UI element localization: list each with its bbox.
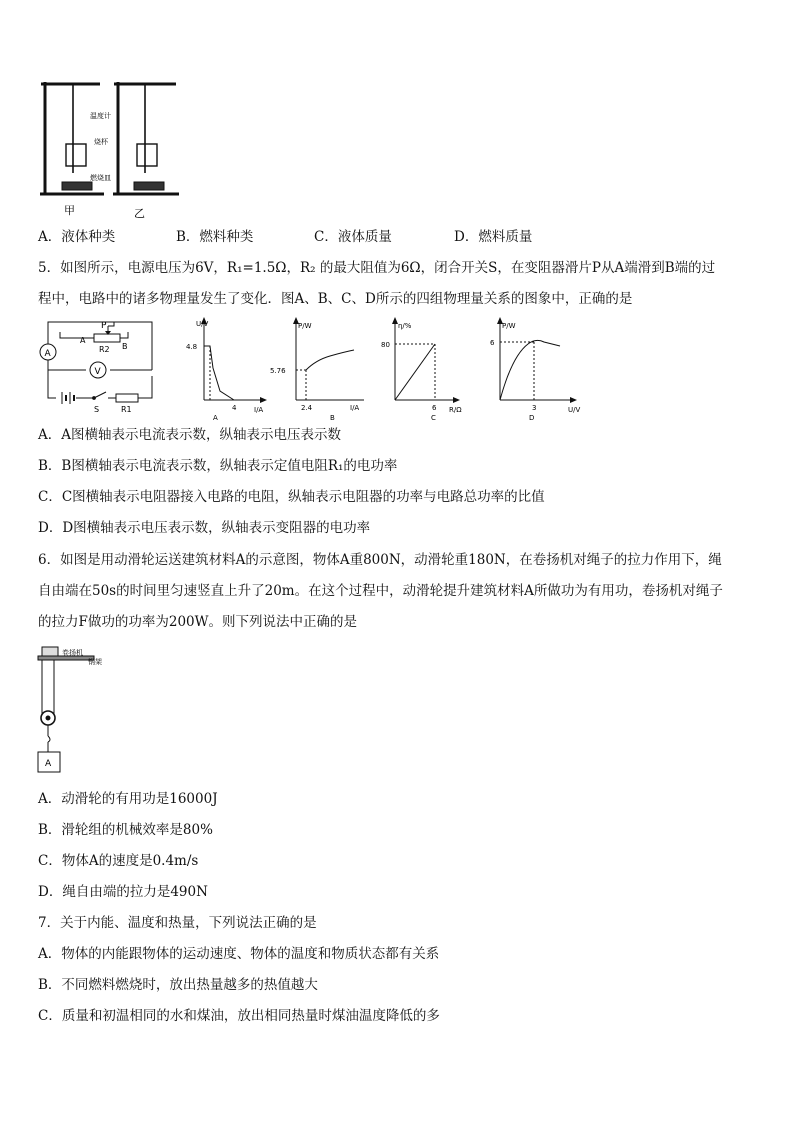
end-b-label: B xyxy=(122,342,128,351)
burner-label: 燃烧皿 xyxy=(90,174,111,182)
winch-label: 卷扬机 xyxy=(62,649,83,657)
graph-a-ylabel: U/V xyxy=(196,320,209,328)
q5-circuit xyxy=(36,316,158,416)
graph-b-xlabel: I/A xyxy=(350,404,360,412)
switch-label: S xyxy=(94,405,100,414)
graph-b-ylabel: P/W xyxy=(298,322,312,330)
q6-option-b[interactable]: B．滑轮组的机械效率是80% xyxy=(38,822,213,838)
thermometer-label: 温度计 xyxy=(90,112,111,120)
graph-a-ytick: 4.8 xyxy=(186,343,198,351)
slider-label: P xyxy=(101,321,107,331)
graph-b-ytick: 5.76 xyxy=(270,367,286,375)
q4-option-a[interactable]: A．液体种类 xyxy=(38,229,116,245)
q7-option-b[interactable]: B．不同燃料燃烧时，放出热量越多的热值越大 xyxy=(38,977,318,993)
q5-graph-c xyxy=(375,316,475,422)
graph-c-caption: C xyxy=(431,414,436,422)
graph-c-xtick: 6 xyxy=(432,404,437,412)
graph-d-xlabel: U/V xyxy=(568,406,581,414)
graph-b-xtick: 2.4 xyxy=(301,404,313,412)
block-a-label: A xyxy=(45,759,52,769)
q5-graph-d xyxy=(488,316,588,422)
caption-yi: 乙 xyxy=(134,207,145,220)
q5-graph-a xyxy=(182,316,268,422)
q5-stem-line-1: 5．如图所示，电源电压为6V，R₁=1.5Ω，R₂ 的最大阻值为6Ω，闭合开关S，在变阻器滑片P从A端滑到B端的过 xyxy=(38,260,716,276)
graph-b-caption: B xyxy=(330,414,335,422)
graph-a-xlabel: I/A xyxy=(254,406,264,414)
q6-stem-line-3: 的拉力F做功的功率为200W。则下列说法中正确的是 xyxy=(38,614,358,630)
voltmeter-label: V xyxy=(94,367,101,377)
q5-option-b[interactable]: B．B图横轴表示电流表示数，纵轴表示定值电阻R₁的电功率 xyxy=(38,458,398,474)
q4-option-c[interactable]: C．液体质量 xyxy=(314,229,392,245)
q6-stem-line-1: 6．如图是用动滑轮运送建筑材料A的示意图，物体A重800N，动滑轮重180N，在卷扬机对绳子的拉力作用下，绳 xyxy=(38,552,722,568)
q5-stem-line-2: 程中，电路中的诸多物理量发生了变化．图A、B、C、D所示的四组物理量关系的图象中，正确的是 xyxy=(38,291,633,307)
q5-option-d[interactable]: D．D图横轴表示电压表示数，纵轴表示变阻器的电功率 xyxy=(38,520,371,536)
q6-stem-line-2: 自由端在50s的时间里匀速竖直上升了20m。在这个过程中，动滑轮提升建筑材料A所做功为有用功，卷扬机对绳子 xyxy=(38,583,723,599)
q4-option-d[interactable]: D．燃料质量 xyxy=(454,229,533,245)
beaker-label: 烧杯 xyxy=(94,138,108,146)
graph-d-ylabel: P/W xyxy=(502,322,516,330)
q4-figure xyxy=(38,78,188,223)
rheostat-label: R2 xyxy=(99,345,110,354)
graph-d-caption: D xyxy=(529,414,535,422)
stand-yi xyxy=(113,82,179,194)
q5-option-c[interactable]: C．C图横轴表示电阻器接入电路的电阻，纵轴表示电阻器的功率与电路总功率的比值 xyxy=(38,489,545,505)
ammeter-label: A xyxy=(44,349,51,359)
q4-option-b[interactable]: B．燃料种类 xyxy=(176,229,254,245)
frame-label: 钢架 xyxy=(88,658,102,666)
q6-option-c[interactable]: C．物体A的速度是0.4m/s xyxy=(38,853,199,869)
caption-jia: 甲 xyxy=(64,204,75,217)
q6-pulley-figure xyxy=(34,644,124,774)
graph-a-caption: A xyxy=(213,414,218,422)
end-a-label: A xyxy=(80,336,86,345)
graph-d-ytick: 6 xyxy=(490,339,495,347)
q6-option-d[interactable]: D．绳自由端的拉力是490N xyxy=(38,884,208,900)
q7-option-c[interactable]: C．质量和初温相同的水和煤油，放出相同热量时煤油温度降低的多 xyxy=(38,1008,440,1024)
graph-c-ylabel: η/% xyxy=(398,322,412,330)
graph-c-xlabel: R/Ω xyxy=(449,406,462,414)
q7-option-a[interactable]: A．物体的内能跟物体的运动速度、物体的温度和物质状态都有关系 xyxy=(38,946,440,962)
q5-option-a[interactable]: A．A图横轴表示电流表示数，纵轴表示电压表示数 xyxy=(38,427,341,443)
q7-stem: 7．关于内能、温度和热量，下列说法正确的是 xyxy=(38,915,317,931)
graph-d-xtick: 3 xyxy=(532,404,537,412)
graph-a-xtick: 4 xyxy=(232,404,237,412)
resistor-label: R1 xyxy=(121,405,132,414)
graph-c-ytick: 80 xyxy=(381,341,390,349)
q6-option-a[interactable]: A．动滑轮的有用功是16000J xyxy=(38,791,218,807)
q5-graph-b xyxy=(266,316,366,422)
